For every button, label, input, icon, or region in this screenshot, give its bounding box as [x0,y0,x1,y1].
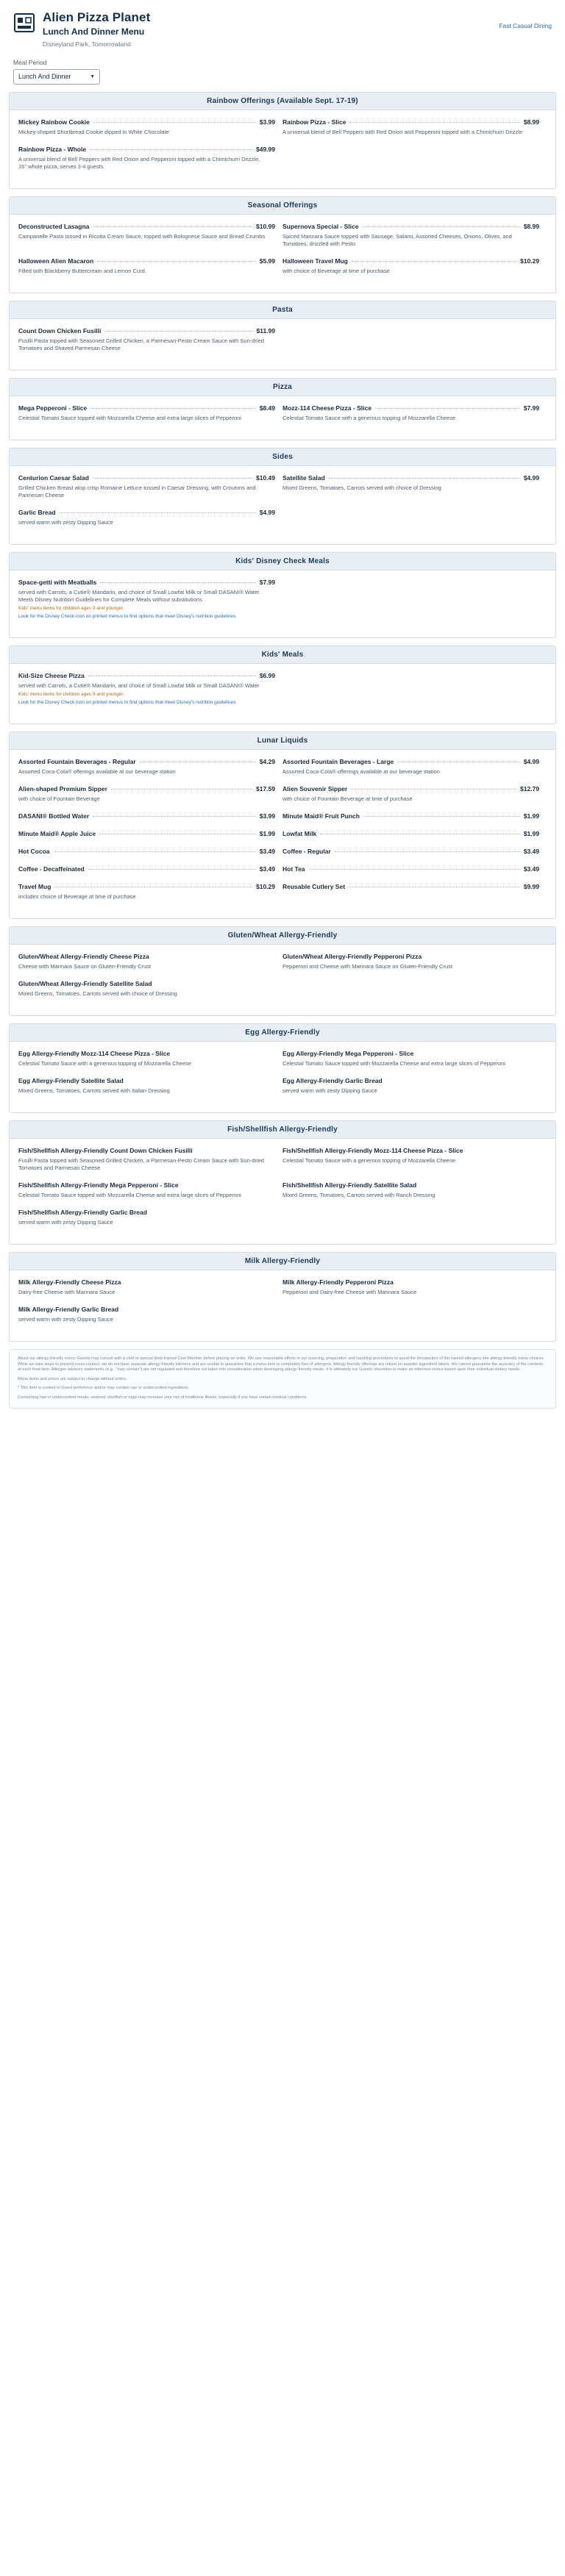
menu-item-grid [18,578,547,629]
menu-item-row [18,671,275,680]
section-body [9,1139,556,1245]
section-body [9,466,556,545]
menu-item-description: Celestial Tomato Sauce topped with Mozzarella Cheese and extra large slices of Pepperoni [282,1060,505,1067]
menu-item-row [18,979,275,988]
menu-item [18,473,282,508]
menu-item-price: $8.49 [259,404,275,412]
menu-item [282,952,547,979]
menu-item-row [18,1049,275,1058]
menu-item-name: Hot Cocoa [18,848,50,855]
section-title: Kids' Meals [9,645,556,664]
menu-item-row [18,1076,275,1085]
leader-dots [349,122,519,123]
menu-item-row [282,952,539,961]
leader-dots [93,816,256,817]
menu-item [282,118,547,145]
menu-item [18,952,282,979]
footer-cooked-text: * This item is cooked to Guest preference and/or may contain raw or undercooked ingredients. [18,1386,190,1391]
menu-item-name: Milk Allergy-Friendly Garlic Bread [18,1306,119,1313]
menu-item-description: Mixed Greens, Tomatoes, Carrots served with Ranch Dressing [282,1192,436,1198]
section-title: Pizza [9,378,556,396]
menu-item-name: Hot Tea [282,865,305,873]
menu-item-row [282,1181,539,1189]
menu-item [18,1208,282,1235]
menu-item-description: Assorted Coca-Cola® offerings available at our beverage station [18,768,176,775]
menu-item-price: $10.49 [256,474,275,482]
section-title: Sides [9,448,556,466]
menu-item [18,865,282,882]
menu-item-name: Satellite Salad [282,474,325,482]
menu-item-price: $17.59 [256,785,275,793]
menu-item [18,829,282,847]
menu-item-name: Deconstructed Lasagna [18,223,90,230]
section-title: Gluten/Wheat Allergy-Friendly [9,926,556,945]
menu-item-name: DASANI® Bottled Water [18,812,90,820]
menu-item-grid [18,1049,547,1103]
menu-item [282,784,547,812]
menu-item-price: $7.99 [259,579,275,586]
menu-item-grid [18,671,547,715]
leader-dots [375,408,520,409]
menu-item-name: Mozz-114 Cheese Pizza - Slice [282,404,372,412]
menu-item-description: Mickey-shaped Shortbread Cookie dipped in White Chocolate [18,129,169,135]
section-body [9,1042,556,1113]
page-header [0,0,565,56]
menu-item-row [18,865,275,873]
menu-item-name: Minute Maid® Fruit Punch [282,812,360,820]
menu-item-description: served with Carrots, a Cutie® Mandarin, and choice of Small Lowfat Milk or Small DASANI® Water. Meets Disney Nutrition Guidelines for Complete Meals without substitutions [18,589,261,603]
menu-item [18,812,282,829]
menu-item-grid [18,757,547,909]
menu-item-row [18,952,275,961]
menu-item-name: Assorted Fountain Beverages - Large [282,758,394,765]
leader-dots [352,261,516,262]
menu-item-price: $4.99 [259,509,275,516]
menu-item-row [282,784,539,793]
menu-item [282,865,547,882]
menu-item-row [18,812,275,820]
leader-dots [88,869,256,870]
menu-item-price: $8.99 [523,223,539,230]
menu-item-row [18,222,275,231]
menu-item [282,473,547,508]
leader-dots [93,226,252,227]
menu-item [18,757,282,784]
menu-item-description: Pepperoni and Cheese with Marinara Sauce on Gluten-Friendly Crust [282,963,452,970]
menu-item-grid [18,1278,547,1332]
menu-item [18,1181,282,1208]
menu-item-row [18,404,275,412]
menu-item [18,784,282,812]
menu-section [9,926,556,1016]
leader-dots [335,851,520,852]
menu-item [282,829,547,847]
menu-section [9,1023,556,1113]
menu-item-price: $4.29 [259,758,275,765]
menu-item-description: Fusilli Pasta topped with Seasoned Grilled Chicken, a Parmesan-Pesto Cream Sauce with Sun-dried Tomatoes and Parmesan Cheese [18,1157,264,1171]
menu-item-description: with choice of Fountain Beverage at time of purchase [282,795,413,802]
menu-item-price: $3.49 [259,848,275,855]
menu-item-row [282,882,539,891]
menu-item-row [18,257,275,265]
menu-section [9,1252,556,1342]
menu-item-row [282,1076,539,1085]
menu-item-name: Mega Pepperoni - Slice [18,404,88,412]
menu-item-name: Halloween Alien Macaron [18,257,94,265]
section-body [9,215,556,293]
menu-item-note: Kids' menu items for children ages 9 and younger. [18,606,124,611]
disney-check-note: Look for the Disney Check icon on printed menus to find options that meet Disney's nutrition guidelines. [18,700,238,705]
menu-item-name: Fish/Shellfish Allergy-Friendly Mozz-114 Cheese Pizza - Slice [282,1147,463,1154]
leader-dots [309,869,520,870]
menu-item-name: Reusable Cutlery Set [282,883,346,890]
menu-section [9,552,556,638]
menu-section [9,301,556,371]
menu-item-row [18,508,275,517]
menu-item-price: $6.99 [259,672,275,679]
menu-item-row [18,578,275,587]
menu-item [282,1076,547,1103]
menu-section [9,196,556,293]
menu-item-description: Assorted Coca-Cola® offerings available at our beverage station [282,768,440,775]
menu-item-row [18,784,275,793]
section-body [9,664,556,724]
leader-dots [363,816,520,817]
menu-item [282,757,547,784]
leader-dots [111,789,252,790]
chevron-down-icon: ▼ [90,74,95,79]
menu-item [18,222,282,257]
menu-item [18,1278,282,1305]
menu-item-name: Lowfat Milk [282,830,317,837]
section-title: Kids' Disney Check Meals [9,552,556,570]
menu-item-name: Assorted Fountain Beverages - Regular [18,758,136,765]
section-body [9,110,556,189]
menu-item-description: A universal blend of Bell Peppers with Red Onion and Pepperoni topped with a Chimichurri Drizzle, 16" whole pizza, serves 3-4 guests [18,156,260,170]
menu-item-grid [18,326,547,361]
menu-item-row [18,757,275,766]
menu-item-description: Cheese with Marinara Sauce on Gluten-Friendly Crust [18,963,152,970]
section-title: Rainbow Offerings (Available Sept. 17-19) [9,92,556,110]
footer-disclaimer [9,1349,556,1409]
menu-item-description: served warm with zesty Dipping Sauce [18,1219,113,1226]
menu-section [9,731,556,919]
menu-item [18,257,282,284]
leader-dots [90,408,256,409]
menu-item [282,1278,547,1305]
menu-item-price: $10.29 [520,257,539,265]
leader-dots [60,512,256,513]
leader-dots [104,331,252,332]
menu-item-price: $4.99 [523,474,539,482]
menu-item-name: Rainbow Pizza - Slice [282,118,347,126]
menu-item-row [282,118,539,126]
menu-item-grid [18,118,547,179]
section-title: Fish/Shellfish Allergy-Friendly [9,1120,556,1139]
menu-item-description: served warm with zesty Dipping Sauce [18,519,113,526]
menu-item-description: Celestial Tomato Sauce with a generous topping of Mozzarella Cheese [282,415,455,421]
section-title: Milk Allergy-Friendly [9,1252,556,1270]
menu-item-description: Campanelle Pasta tossed in Ricotta Cream Sauce, topped with Bolognese Sauce and Bread Crumbs [18,233,266,240]
menu-item-row [282,847,539,856]
section-body [9,319,556,371]
meal-period-select[interactable] [13,69,100,85]
menu-item-row [282,1146,539,1155]
menu-item-row [282,865,539,873]
menu-item-description: Spiced Marinara Sauce topped with Sausage, Salami, Assorted Cheeses, Onions, Olives, and Tomatoes, drizzled with Pesto [282,233,512,247]
menu-item-price: $10.99 [256,223,275,230]
menu-item-name: Mickey Rainbow Cookie [18,118,90,126]
menu-item-description: Pepperoni and Dairy-free Cheese with Marinara Sauce [282,1289,417,1295]
menu-item [18,578,282,629]
menu-item [18,847,282,865]
footer-illness-text: Consuming raw or undercooked meats, seafood, shellfish or eggs may increase your risk of foodborne illness, especially if you have certain medical conditions. [18,1395,308,1400]
menu-item [282,812,547,829]
menu-item [18,882,282,909]
disney-check-note: Look for the Disney Check icon on printed menus to find options that meet Disney's nutrition guidelines. [18,614,238,619]
menu-item [282,847,547,865]
menu-item-description: Celestial Tomato Sauce with a generous topping of Mozzarella Cheese [18,1060,191,1067]
menu-item-name: Egg Allergy-Friendly Garlic Bread [282,1077,383,1084]
menu-section [9,378,556,440]
menu-item-row [282,1049,539,1058]
menu-item-grid [18,473,547,535]
menu-item-description: with choice of Fountain Beverage [18,795,100,802]
menu-section [9,92,556,189]
menu-item-grid [18,1146,547,1235]
meal-period-value: Lunch And Dinner [18,73,71,80]
menu-item-price: $3.99 [259,118,275,126]
menu-item [18,1146,282,1181]
restaurant-building-icon [13,12,35,34]
menu-item [282,1181,547,1208]
menu-item-row [18,1305,275,1314]
menu-item-price: $9.99 [523,883,539,890]
section-body [9,945,556,1016]
leader-dots [329,478,520,479]
section-title: Egg Allergy-Friendly [9,1023,556,1042]
leader-dots [93,478,252,479]
menu-item-name: Gluten/Wheat Allergy-Friendly Pepperoni Pizza [282,953,422,960]
menu-item [18,145,282,179]
menu-item-name: Count Down Chicken Fusilli [18,327,102,334]
menu-item [282,1049,547,1076]
menu-item-name: Halloween Travel Mug [282,257,348,265]
restaurant-location: Disneyland Park, Tomorrowland [43,40,131,48]
menu-item-row [18,326,275,335]
menu-item-description: served with Carrots, a Cutie® Mandarin, and choice of Small Lowfat Milk or Small DASANI® Water [18,682,260,689]
menu-item-name: Space-getti with Meatballs [18,579,97,586]
menu-item-description: includes choice of Beverage at time of purchase [18,893,136,900]
menu-item-price: $1.99 [259,830,275,837]
menu-item-price: $1.99 [523,830,539,837]
menu-item-name: Fish/Shellfish Allergy-Friendly Garlic Bread [18,1209,147,1216]
menu-item [18,326,282,361]
menu-item-row [18,118,275,126]
menu-item-price: $10.29 [256,883,275,890]
section-title: Lunar Liquids [9,731,556,750]
menu-item-price: $4.99 [523,758,539,765]
menu-subtitle: Lunch And Dinner Menu [43,26,145,37]
meal-period-label: Meal Period [13,59,47,66]
menu-item [18,1076,282,1103]
menu-item-name: Gluten/Wheat Allergy-Friendly Cheese Pizza [18,953,149,960]
menu-section [9,645,556,724]
menu-item [18,671,282,715]
menu-item-row [282,257,539,265]
leader-dots [97,261,256,262]
menu-item-row [18,1146,275,1155]
menu-item-description: A universal blend of Bell Peppers with Red Onion and Pepperoni topped with a Chimichurri Drizzle [282,129,523,135]
dining-type-label: Fast Casual Dining [499,22,552,29]
leader-dots [100,582,255,583]
menu-item-description: Celestial Tomato Sauce topped with Mozzarella Cheese and extra large slices of Pepperoni [18,415,241,421]
menu-item-row [18,882,275,891]
menu-item-price: $8.99 [523,118,539,126]
menu-item-name: Supernova Special - Slice [282,223,359,230]
leader-dots [90,149,252,150]
menu-item-description: Mixed Greens, Tomatoes, Carrots served with choice of Dressing [18,990,177,997]
menu-item-price: $3.49 [523,848,539,855]
menu-item-description: served warm with zesty Dipping Sauce [18,1316,113,1323]
menu-item-name: Gluten/Wheat Allergy-Friendly Satellite Salad [18,980,152,987]
menu-item-name: Rainbow Pizza - Whole [18,146,87,153]
menu-item-row [282,812,539,820]
menu-item-row [18,1181,275,1189]
menu-item-description: with choice of Beverage at time of purchase [282,268,390,274]
footer-allergy-text: About our allergy-friendly menu: Guests may consult with a chef or special diets trained Cast Member before placing an order. We use reasonable efforts in our sourcing, preparation and handling procedures to avoid the introduction of the named allergens into allergy-friendly menu choices. While we take steps to prevent cross-contact, we do not have separate allergy-friendly kitchens and are unable to guarantee that a menu item is completely free of allergens. Allergy-friendly offerings are reliant on supplier ingredient labels. We cannot guarantee the accuracy of the contents of each food item. Allergen advisory statements (e.g., "may contain") are not regulated and therefore not taken into consideration when developing allergy-friendly meals. It is ultimately our Guests' discretion to make an informed choice based upon their individual dietary needs. [18,1356,545,1373]
menu-item-row [18,145,275,154]
menu-item-description: Filled with Blackberry Buttercream and Lemon Curd [18,268,145,274]
menu-item [282,222,547,257]
section-body [9,750,556,919]
menu-item-row [18,1278,275,1287]
menu-item [18,118,282,145]
menu-item [282,404,547,431]
menu-item-row [282,757,539,766]
menu-item-row [282,404,539,412]
leader-dots [362,226,519,227]
menu-item-row [18,847,275,856]
menu-item-name: Milk Allergy-Friendly Cheese Pizza [18,1278,121,1286]
menu-item-name: Coffee - Decaffeinated [18,865,85,873]
menu-item-row [18,473,275,482]
menu-item-name: Egg Allergy-Friendly Satellite Salad [18,1077,124,1084]
menu-item-description: Dairy-free Cheese with Marinara Sauce [18,1289,116,1295]
menu-item-row [18,829,275,838]
menu-item-price: $3.99 [259,812,275,820]
menu-item [18,1305,282,1332]
menu-item-name: Kid-Size Cheese Pizza [18,672,85,679]
menu-item [18,1049,282,1076]
section-title: Seasonal Offerings [9,196,556,215]
menu-item-price: $3.49 [259,865,275,873]
menu-item-price: $1.99 [523,812,539,820]
menu-item-row [282,829,539,838]
menu-item [282,1146,547,1181]
section-body [9,570,556,638]
menu-item-description: Fusilli Pasta topped with Seasoned Grilled Chicken, a Parmesan-Pesto Cream Sauce with Sun-dried Tomatoes and Shaved Parmesan Cheese [18,337,264,351]
menu-item-name: Alien-shaped Premium Sipper [18,785,107,793]
menu-item [282,882,547,909]
menu-item-name: Coffee - Regular [282,848,331,855]
menu-item-description: Mixed Greens, Tomatoes, Carrots served with Italian Dressing [18,1087,170,1094]
menu-item [18,508,282,535]
menu-item [282,257,547,284]
menu-item-price: $5.99 [259,257,275,265]
menu-item-name: Alien Souvenir Sipper [282,785,348,793]
menu-item-description: Celestial Tomato Sauce topped with Mozzarella Cheese and extra large slices of Pepperoni [18,1192,241,1198]
menu-item-row [282,473,539,482]
menu-item-name: Fish/Shellfish Allergy-Friendly Satellite Salad [282,1181,417,1189]
menu-item-description: Celestial Tomato Sauce with a generous topping of Mozzarella Cheese [282,1157,455,1164]
menu-sections [0,92,565,1342]
menu-item [18,404,282,431]
section-title: Pasta [9,301,556,319]
section-body [9,1270,556,1342]
leader-dots [351,789,516,790]
menu-item-name: Egg Allergy-Friendly Mega Pepperoni - Slice [282,1050,414,1057]
menu-item-name: Egg Allergy-Friendly Mozz-114 Cheese Pizza - Slice [18,1050,171,1057]
menu-item-name: Fish/Shellfish Allergy-Friendly Mega Pepperoni - Slice [18,1181,179,1189]
menu-item-row [282,222,539,231]
menu-item-note: Kids' menu items for children ages 9 and younger. [18,692,124,697]
menu-item-price: $7.99 [523,404,539,412]
menu-item [18,979,282,1006]
menu-item-grid [18,404,547,431]
menu-item-row [18,1208,275,1217]
menu-item-name: Travel Mug [18,883,51,890]
menu-item-name: Garlic Bread [18,509,56,516]
section-body [9,396,556,440]
menu-section [9,448,556,545]
menu-item-description: Mixed Greens, Tomatoes, Carrots served with choice of Dressing [282,484,441,491]
menu-item-name: Minute Maid® Apple Juice [18,830,96,837]
menu-item-grid [18,952,547,1006]
leader-dots [93,122,256,123]
menu-item-name: Centurion Caesar Salad [18,474,89,482]
menu-item-name: Milk Allergy-Friendly Pepperoni Pizza [282,1278,394,1286]
footer-price-text: Menu items and prices are subject to change without notice. [18,1376,127,1381]
menu-item-grid [18,222,547,284]
page-title: Alien Pizza Planet [43,10,151,24]
menu-item-price: $49.99 [256,146,275,153]
menu-item-price: $12.79 [520,785,539,793]
menu-item-description: served warm with zesty Dipping Sauce [282,1087,377,1094]
meal-period-section [0,56,565,92]
menu-section [9,1120,556,1245]
menu-item-price: $3.49 [523,865,539,873]
menu-item-price: $11.99 [256,327,275,334]
menu-item-description: Grilled Chicken Breast atop crisp Romaine Lettuce tossed in Caesar Dressing, with Croutons and Parmesan Cheese [18,484,256,498]
menu-item-row [282,1278,539,1287]
menu-item-name: Fish/Shellfish Allergy-Friendly Count Down Chicken Fusilli [18,1147,193,1154]
leader-dots [54,851,256,852]
